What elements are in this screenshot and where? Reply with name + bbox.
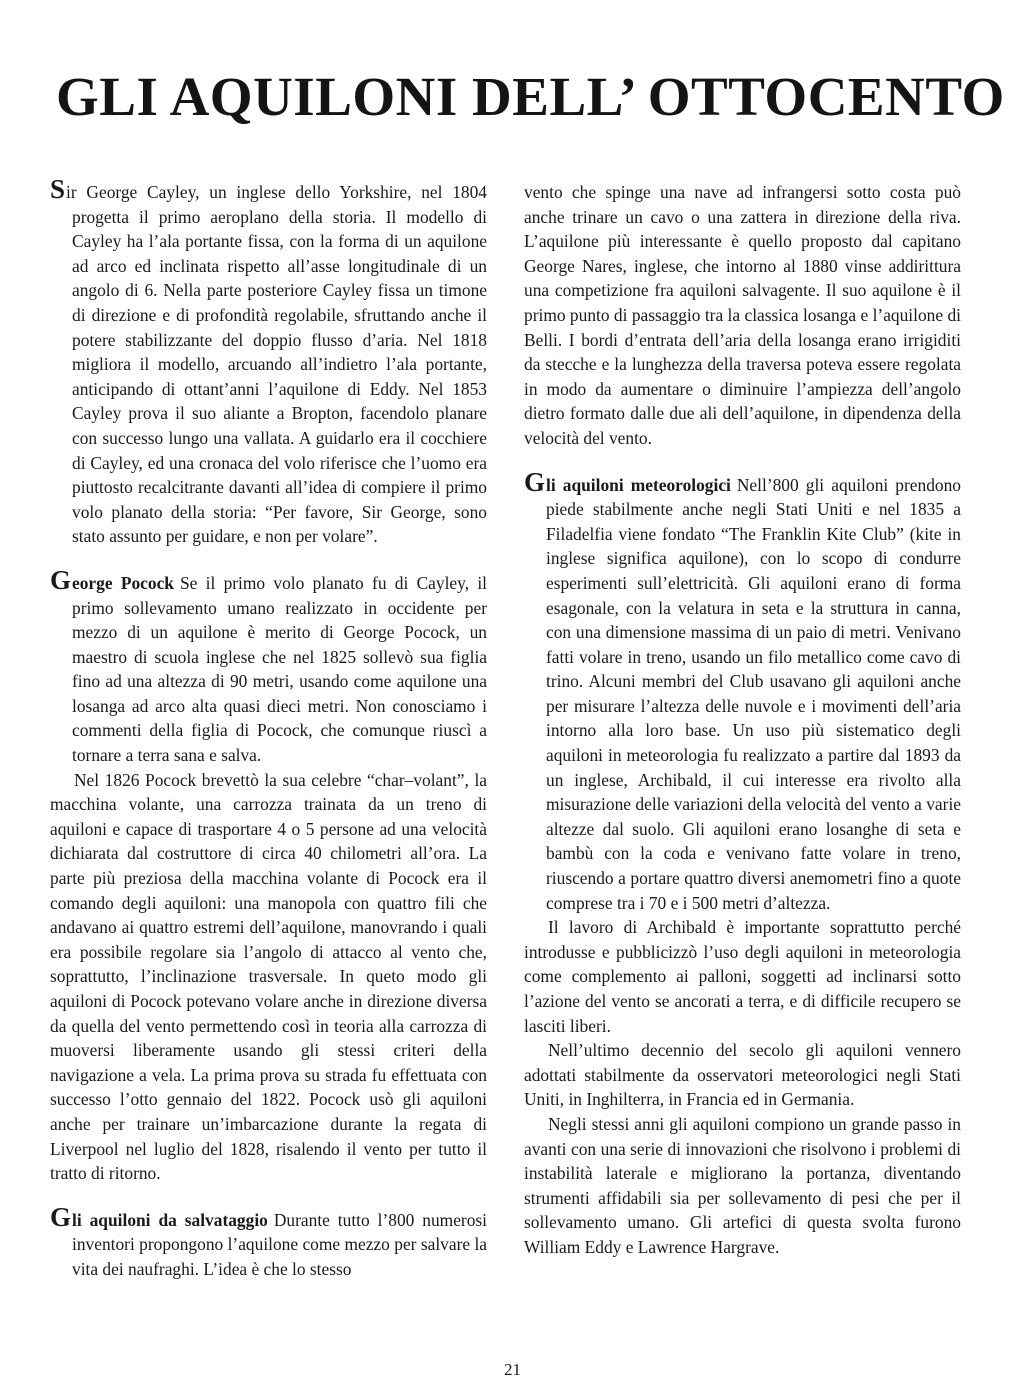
paragraph	[524, 466, 961, 916]
drop-cap: G	[524, 466, 546, 497]
section-salvataggio	[50, 1201, 487, 1282]
section-salvataggio-continued	[524, 180, 961, 451]
paragraph	[50, 564, 487, 768]
paragraph: vento che spinge una nave ad infrangersi sotto costa può anche trinare un cavo o una zattera in direzione della riva. L’aquilone più interessante è quello proposto dal capitano George Nares, inglese, che intorno al 1880 vinse addirittura una competizione fra aquiloni salvagente. Il suo aquilone è il primo punto di passaggio tra la classica losanga e l’aquilone di Belli. I bordi d’entrata dell’aria della losanga erano irrigiditi da stecche e la lunghezza della traversa poteva essere regolata in modo da aumentare o diminuire l’ampiezza dell’angolo dietro formato dalle due ali dell’aquilone, in dipendenza della velocità del vento.	[524, 182, 961, 448]
right-column	[524, 180, 961, 1282]
paragraph-text: Se il primo volo planato fu di Cayley, il primo sollevamento umano realizzato in occidente per mezzo di un aquilone è merito di George Pocock, un maestro di scuola inglese che nel 1825 sollevò sua figlia fino ad una altezza di 90 metri, usando come aquilone una losanga ad arco alta quasi dieci metri. Non conosciamo i commenti della figlia di Pocock, che comunque riuscì a tornare a terra sana e salva.	[72, 572, 487, 766]
paragraph: Nel 1826 Pocock brevettò la sua celebre “char–volant”, la macchina volante, una carrozza trainata da un treno di aquiloni e capace di trasportare 4 o 5 persone ad una velocità dichiarata dal costruttore di circa 40 chilometri all’ora. La parte più preziosa della macchina volante di Pocock era il comando degli aquiloni: una manopola con quattro fili che andavano ai quattro estremi dell’aquilone, manovrando i quali era possibile regolare sia l’angolo di attacco al vento che, soprattutto, l’inclinazione trasversale. In queto modo gli aquiloni di Pocock potevano volare anche in direzione diversa da quella del vento permettendo così in teoria alla carrozza di muoversi liberamente usando gli stessi criteri della navigazione a vela. La prima prova su strada fu effettuata con successo l’otto gennaio del 1822. Pocock usò gli aquiloni anche per trainare un’imbarcazione durante la regata di Liverpool nel luglio del 1828, risalendo il vento per tutto il tratto di ritorno.	[50, 769, 487, 1184]
paragraph-text: Durante tutto l’800 numerosi inventori propongono l’aquilone come mezzo per salvare la vita dei naufraghi. L’idea è che lo stesso	[72, 1209, 487, 1279]
paragraph	[50, 1201, 487, 1282]
left-column	[50, 174, 487, 1304]
drop-cap: G	[50, 1201, 72, 1232]
section-heading: li aquiloni meteorologici	[546, 474, 731, 495]
paragraph: Nell’ultimo decennio del secolo gli aquiloni vennero adottati stabilmente da osservatori meteorologici negli Stati Uniti, in Inghilterra, in Francia ed in Germania.	[524, 1040, 961, 1110]
drop-cap: S	[50, 174, 66, 204]
section-pocock	[50, 564, 487, 1186]
section-cayley	[50, 174, 487, 549]
page-number: 21	[504, 1360, 521, 1379]
page-title: GLI AQUILONI DELL’ OTTOCENTO	[56, 66, 1005, 127]
section-heading: eorge Pocock	[72, 572, 174, 593]
drop-cap: G	[50, 564, 72, 595]
section-meteorologici	[524, 466, 961, 1260]
section-heading: li aquiloni da salvataggio	[72, 1209, 268, 1230]
paragraph-text: ir George Cayley, un inglese dello Yorkshire, nel 1804 progetta il primo aeroplano della storia. Il modello di Cayley ha l’ala portante fissa, con la forma di un aquilone ad arco ed inclinata rispetto all’asse longitudinale di un angolo di 6. Nella parte posteriore Cayley fissa un timone di direzione e di profondità regolabile, sfruttando anche il potere stabilizzante del doppio flusso d’aria. Nel 1818 migliora il modello, arcuando all’indietro l’ala portante, anticipando di ottant’anni l’aquilone di Eddy. Nel 1853 Cayley prova il suo aliante a Bropton, facendolo planare con successo lungo una vallata. A guidarlo era il cocchiere di Cayley, ed una cronaca del volo riferisce che l’uomo era piuttosto recalcitrante davanti all’idea di compiere il primo volo planato della storia: “Per favore, Sir George, sono stato assunto per guidare, e non per volare”.	[66, 182, 487, 547]
paragraph-text: Nell’800 gli aquiloni prendono piede stabilmente anche negli Stati Uniti e nel 1835 a Filadelfia viene fondato “The Franklin Kite Club” (kite in inglese significa aquilone), con lo scopo di condurre esperimenti sull’elettricità. Gli aquiloni erano di forma esagonale, con la velatura in seta e la struttura in canna, con una dimensione massima di un paio di metri. Venivano fatti volare in treno, usando un filo metallico come cavo di trino. Alcuni membri del Club usavano gli aquiloni anche per misurare l’altezza delle nuvole e i movimenti dell’aria intorno alla loro base. Un uso più sistematico degli aquiloni in meteorologia fu realizzato a partire dal 1893 da un inglese, Archibald, il cui interesse era rivolto alla misurazione delle variazioni della velocità del vento a varie altezze dal suolo. Gli aquiloni erano losanghe di seta e bambù con la coda e venivano fatte volare in treno, riuscendo a portare quattro diversi anemometri fino a quote comprese tra i 70 e i 500 metri d’altezza.	[546, 474, 961, 913]
paragraph	[50, 174, 487, 549]
paragraph: Negli stessi anni gli aquiloni compiono un grande passo in avanti con una serie di innovazioni che risolvono i problemi di instabilità laterale e migliorano la portanza, diventando strumenti affidabili sia per sollevamento di pesi che per il sollevamento umano. Gli artefici di questa svolta furono William Eddy e Lawrence Hargrave.	[524, 1113, 961, 1257]
paragraph: Il lavoro di Archibald è importante soprattutto perché introdusse e pubblicizzò l’uso degli aquiloni in meteorologia come complemento ai palloni, soggetti ad inclinarsi sotto l’azione del vento se ancorati a terra, e di difficile recupero se lasciti liberi.	[524, 917, 961, 1036]
